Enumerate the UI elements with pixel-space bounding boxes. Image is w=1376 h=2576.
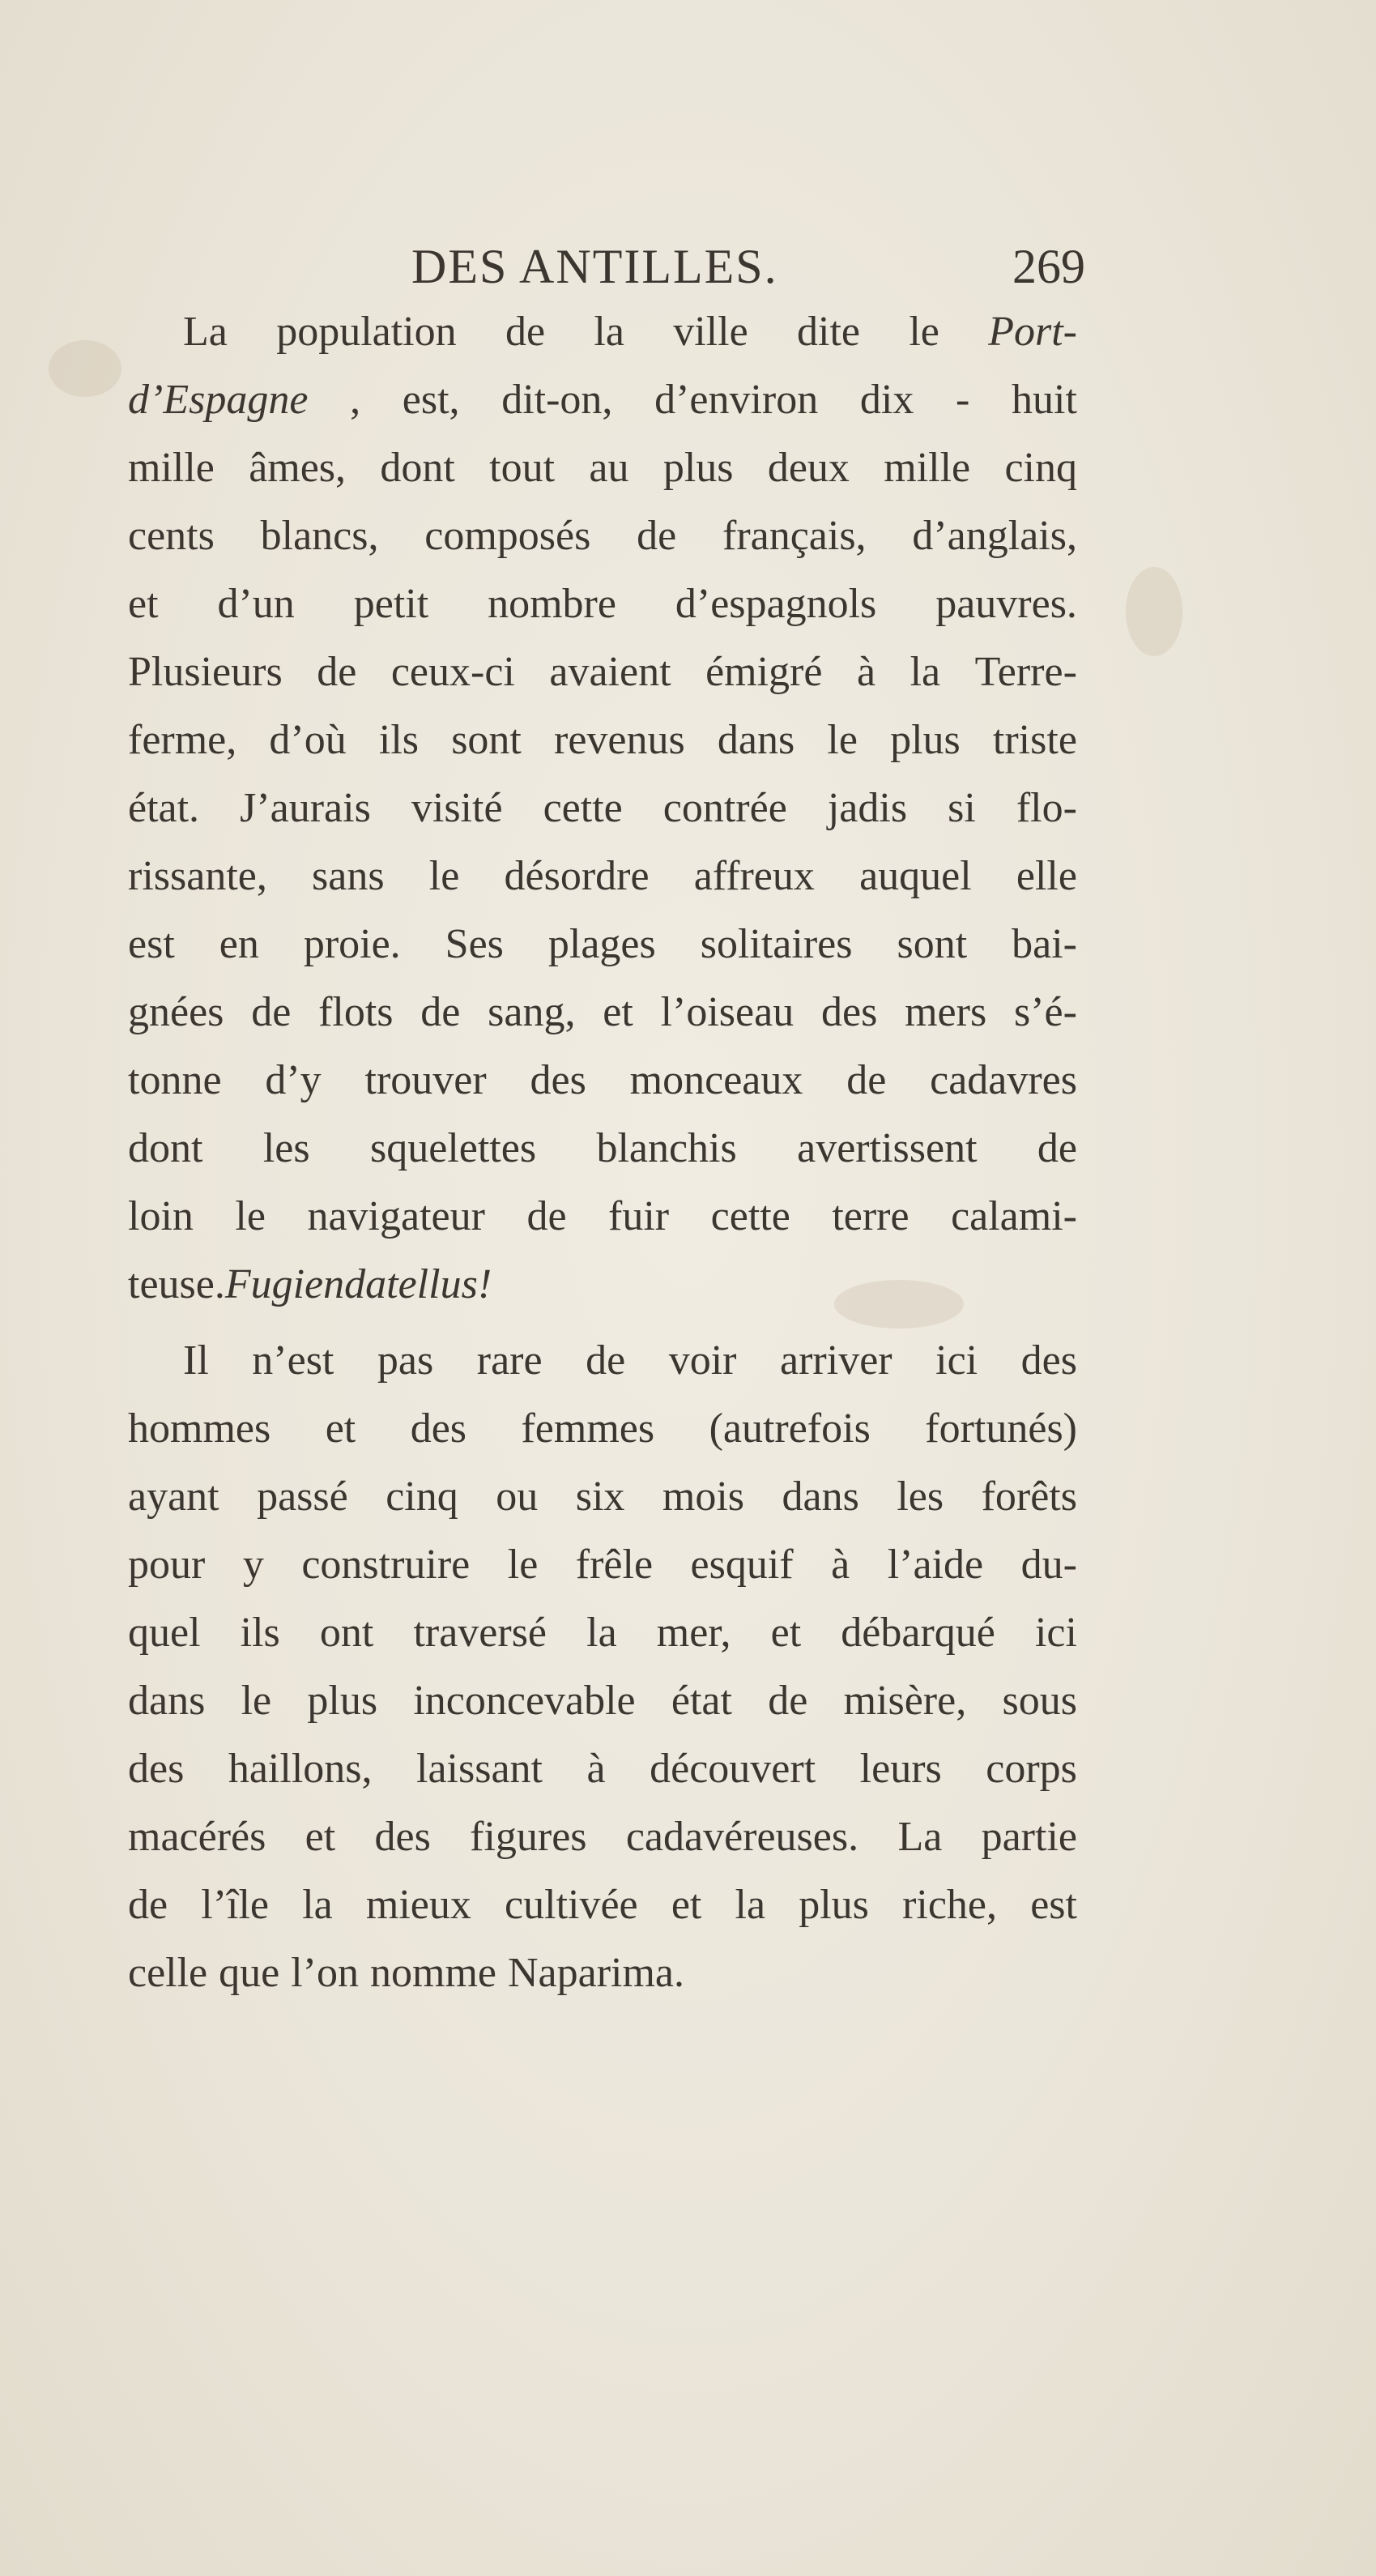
- text-line: [128, 1183, 1077, 1251]
- word: d’un: [217, 581, 295, 627]
- word: dit-on,: [501, 377, 613, 423]
- word: tellus: [386, 1261, 478, 1307]
- word: inconcevable: [413, 1678, 636, 1724]
- word: dont: [128, 1125, 203, 1171]
- word: mer,: [656, 1610, 731, 1656]
- word: d’Espagne: [128, 377, 309, 423]
- word: nomme: [370, 1950, 496, 1996]
- word: squelettes: [370, 1125, 537, 1171]
- text-line: [128, 1735, 1077, 1803]
- word: ou: [496, 1474, 539, 1520]
- word: affreux: [693, 853, 815, 899]
- word: la: [735, 1882, 766, 1928]
- word: y: [242, 1542, 264, 1588]
- word: loin: [128, 1193, 194, 1239]
- word: bai-: [1012, 921, 1077, 967]
- word: mois: [662, 1474, 745, 1520]
- text-line: [128, 774, 1077, 842]
- word: La: [183, 309, 228, 355]
- word: du-: [1020, 1542, 1077, 1588]
- word: des: [410, 1405, 467, 1452]
- word: est: [1030, 1882, 1077, 1928]
- word: émigré: [705, 649, 823, 695]
- word: nombre: [488, 581, 616, 627]
- word: d’anglais,: [912, 513, 1077, 559]
- word: laissant: [416, 1746, 543, 1792]
- word: ,: [350, 377, 361, 423]
- word: Port-: [988, 309, 1077, 355]
- word: le: [827, 717, 858, 763]
- word: tonne: [128, 1057, 222, 1103]
- text-line: [128, 502, 1077, 570]
- word: que: [219, 1950, 280, 1996]
- word: voir: [668, 1337, 737, 1384]
- word: le: [507, 1542, 539, 1588]
- word: et: [603, 989, 633, 1035]
- word: six: [575, 1474, 625, 1520]
- word: huit: [1012, 377, 1077, 423]
- word: navigateur: [307, 1193, 485, 1239]
- word: le: [909, 309, 939, 355]
- word: des: [530, 1057, 586, 1103]
- word: si: [948, 785, 976, 831]
- word: est,: [402, 377, 460, 423]
- word: de: [317, 649, 357, 695]
- word: monceaux: [629, 1057, 803, 1103]
- word: leurs: [859, 1746, 942, 1792]
- word: Naparima.: [507, 1950, 684, 1996]
- word: Fugienda: [224, 1261, 387, 1307]
- word: triste: [992, 717, 1077, 763]
- word: sans: [312, 853, 385, 899]
- word: des: [820, 989, 878, 1035]
- word: avaient: [549, 649, 671, 695]
- word: population: [276, 309, 457, 355]
- text-line: [128, 1251, 1077, 1319]
- word: petit: [353, 581, 429, 627]
- word: et: [770, 1610, 802, 1656]
- word: J’aurais: [240, 785, 371, 831]
- word: à: [856, 649, 876, 695]
- word: l’aide: [887, 1542, 984, 1588]
- word: plus: [307, 1678, 378, 1724]
- paper-stain: [1126, 567, 1182, 656]
- word: s’é-: [1013, 989, 1077, 1035]
- paragraph: [128, 1327, 1077, 2007]
- word: cinq: [386, 1474, 458, 1520]
- word: construire: [301, 1542, 471, 1588]
- word: à: [831, 1542, 850, 1588]
- word: d’environ: [654, 377, 819, 423]
- word: terre: [832, 1193, 910, 1239]
- word: au: [589, 445, 629, 491]
- text-line: [128, 1327, 1077, 1395]
- word: dans: [128, 1678, 206, 1724]
- word: les: [262, 1125, 310, 1171]
- word: pauvres.: [935, 581, 1077, 627]
- text-line: [128, 1047, 1077, 1115]
- word: désordre: [504, 853, 650, 899]
- word: contrée: [662, 785, 787, 831]
- word: ferme,: [128, 717, 237, 763]
- word: état: [671, 1678, 732, 1724]
- word: avertissent: [797, 1125, 978, 1171]
- page-header: [121, 230, 1085, 303]
- page-number: 269: [1012, 240, 1085, 293]
- word: ils: [240, 1610, 280, 1656]
- word: haillons,: [228, 1746, 373, 1792]
- word: le: [241, 1678, 272, 1724]
- word: ceux-ci: [390, 649, 515, 695]
- text-line: [128, 911, 1077, 979]
- word: âmes,: [249, 445, 347, 491]
- word: misère,: [843, 1678, 967, 1724]
- word: sous: [1002, 1678, 1077, 1724]
- word: celle: [128, 1950, 208, 1996]
- word: blancs,: [260, 513, 379, 559]
- word: rare: [476, 1337, 543, 1384]
- word: arriver: [780, 1337, 892, 1384]
- word: calami-: [951, 1193, 1077, 1239]
- word: teuse.: [128, 1261, 225, 1307]
- word: Terre-: [974, 649, 1077, 695]
- word: composés: [424, 513, 591, 559]
- word: revenus: [554, 717, 685, 763]
- word: le: [428, 853, 460, 899]
- word: mille: [128, 445, 215, 491]
- word: femmes: [521, 1405, 655, 1452]
- word: frêle: [575, 1542, 654, 1588]
- word: est: [128, 921, 175, 967]
- word: passé: [257, 1474, 348, 1520]
- word: jadis: [827, 785, 908, 831]
- word: -: [956, 377, 970, 423]
- text-line: [128, 1463, 1077, 1531]
- word: d’y: [265, 1057, 322, 1103]
- word: l’on: [291, 1950, 359, 1996]
- word: état.: [128, 785, 200, 831]
- word: l’oiseau: [660, 989, 795, 1035]
- text-line: [128, 638, 1077, 706]
- word: esquif: [690, 1542, 794, 1588]
- word: hommes: [128, 1405, 271, 1452]
- text-line: [128, 366, 1077, 434]
- word: fuir: [608, 1193, 670, 1239]
- word: sont: [897, 921, 968, 967]
- word: de: [251, 989, 292, 1035]
- word: de: [526, 1193, 567, 1239]
- word: la: [586, 1610, 617, 1656]
- word: blanchis: [596, 1125, 737, 1171]
- word: visité: [411, 785, 503, 831]
- word: cadavres: [930, 1057, 1077, 1103]
- word: de: [586, 1337, 626, 1384]
- word: ont: [319, 1610, 374, 1656]
- word: pour: [128, 1542, 206, 1588]
- word: ici: [935, 1337, 978, 1384]
- word: plus: [662, 445, 734, 491]
- word: mers: [905, 989, 987, 1035]
- word: dont: [380, 445, 455, 491]
- word: flo-: [1016, 785, 1077, 831]
- word: !: [477, 1261, 492, 1307]
- word: ville: [673, 309, 748, 355]
- word: tout: [489, 445, 556, 491]
- text-line: [128, 1667, 1077, 1735]
- word: macérés: [128, 1814, 266, 1860]
- word: le: [235, 1193, 266, 1239]
- word: n’est: [252, 1337, 334, 1384]
- word: dix: [859, 377, 914, 423]
- word: et: [128, 581, 159, 627]
- word: dans: [782, 1474, 859, 1520]
- word: des: [128, 1746, 185, 1792]
- word: proie.: [303, 921, 401, 967]
- word: cette: [710, 1193, 790, 1239]
- word: corps: [986, 1746, 1077, 1792]
- word: la: [594, 309, 624, 355]
- word: sang,: [488, 989, 576, 1035]
- text-line: [128, 1803, 1077, 1871]
- word: de: [768, 1678, 808, 1724]
- text-line: [128, 1599, 1077, 1667]
- word: de: [420, 989, 461, 1035]
- word: cinq: [1004, 445, 1077, 491]
- word: découvert: [650, 1746, 816, 1792]
- word: (autrefois: [709, 1405, 871, 1452]
- word: ici: [1034, 1610, 1077, 1656]
- word: Il: [183, 1337, 209, 1384]
- text-line: [128, 1939, 1077, 2007]
- text-line: [128, 842, 1077, 911]
- word: ils: [378, 717, 420, 763]
- word: des: [374, 1814, 431, 1860]
- word: cultivée: [505, 1882, 638, 1928]
- word: cadavéreuses.: [625, 1814, 859, 1860]
- word: de: [637, 513, 677, 559]
- word: de: [1037, 1125, 1077, 1171]
- word: et: [325, 1405, 356, 1452]
- paragraph-gap: [128, 1319, 1077, 1327]
- word: rissante,: [128, 853, 267, 899]
- word: dite: [797, 309, 861, 355]
- word: et: [671, 1882, 702, 1928]
- word: La: [897, 1814, 943, 1860]
- text-line: [128, 1395, 1077, 1463]
- paragraph: [128, 298, 1077, 1319]
- word: pas: [377, 1337, 434, 1384]
- word: Plusieurs: [128, 649, 283, 695]
- word: en: [219, 921, 259, 967]
- word: l’île: [201, 1882, 270, 1928]
- text-body: [128, 298, 1077, 2007]
- text-line: [128, 1531, 1077, 1599]
- word: d’espagnols: [675, 581, 877, 627]
- text-line: [128, 570, 1077, 638]
- word: la: [302, 1882, 333, 1928]
- word: Ses: [445, 921, 504, 967]
- text-line: [128, 1871, 1077, 1939]
- word: d’où: [269, 717, 347, 763]
- word: ayant: [128, 1474, 219, 1520]
- word: mille: [884, 445, 971, 491]
- word: riche,: [902, 1882, 998, 1928]
- word: et: [305, 1814, 336, 1860]
- running-title: DES ANTILLES.: [411, 240, 778, 293]
- word: de: [846, 1057, 887, 1103]
- word: des: [1020, 1337, 1077, 1384]
- word: solitaires: [700, 921, 853, 967]
- paper-stain: [49, 340, 121, 397]
- word: auquel: [859, 853, 972, 899]
- text-line: [128, 298, 1077, 366]
- word: les: [897, 1474, 944, 1520]
- text-line: [128, 434, 1077, 502]
- word: partie: [981, 1814, 1077, 1860]
- word: la: [910, 649, 941, 695]
- word: flots: [318, 989, 394, 1035]
- text-line: [128, 1115, 1077, 1183]
- word: fortunés): [925, 1405, 1077, 1452]
- text-line: [128, 706, 1077, 774]
- word: sont: [451, 717, 522, 763]
- word: plus: [890, 717, 961, 763]
- word: quel: [128, 1610, 201, 1656]
- word: plages: [547, 921, 656, 967]
- word: gnées: [128, 989, 224, 1035]
- word: dans: [717, 717, 795, 763]
- word: traversé: [413, 1610, 547, 1656]
- word: elle: [1016, 853, 1077, 899]
- word: mieux: [365, 1882, 471, 1928]
- word: trouver: [364, 1057, 487, 1103]
- word: forêts: [981, 1474, 1077, 1520]
- text-line: [128, 979, 1077, 1047]
- word: figures: [470, 1814, 587, 1860]
- word: de: [505, 309, 546, 355]
- word: cents: [128, 513, 215, 559]
- word: plus: [799, 1882, 869, 1928]
- word: débarqué: [841, 1610, 995, 1656]
- word: cette: [543, 785, 623, 831]
- word: français,: [722, 513, 867, 559]
- word: de: [128, 1882, 168, 1928]
- word: deux: [767, 445, 850, 491]
- word: à: [586, 1746, 606, 1792]
